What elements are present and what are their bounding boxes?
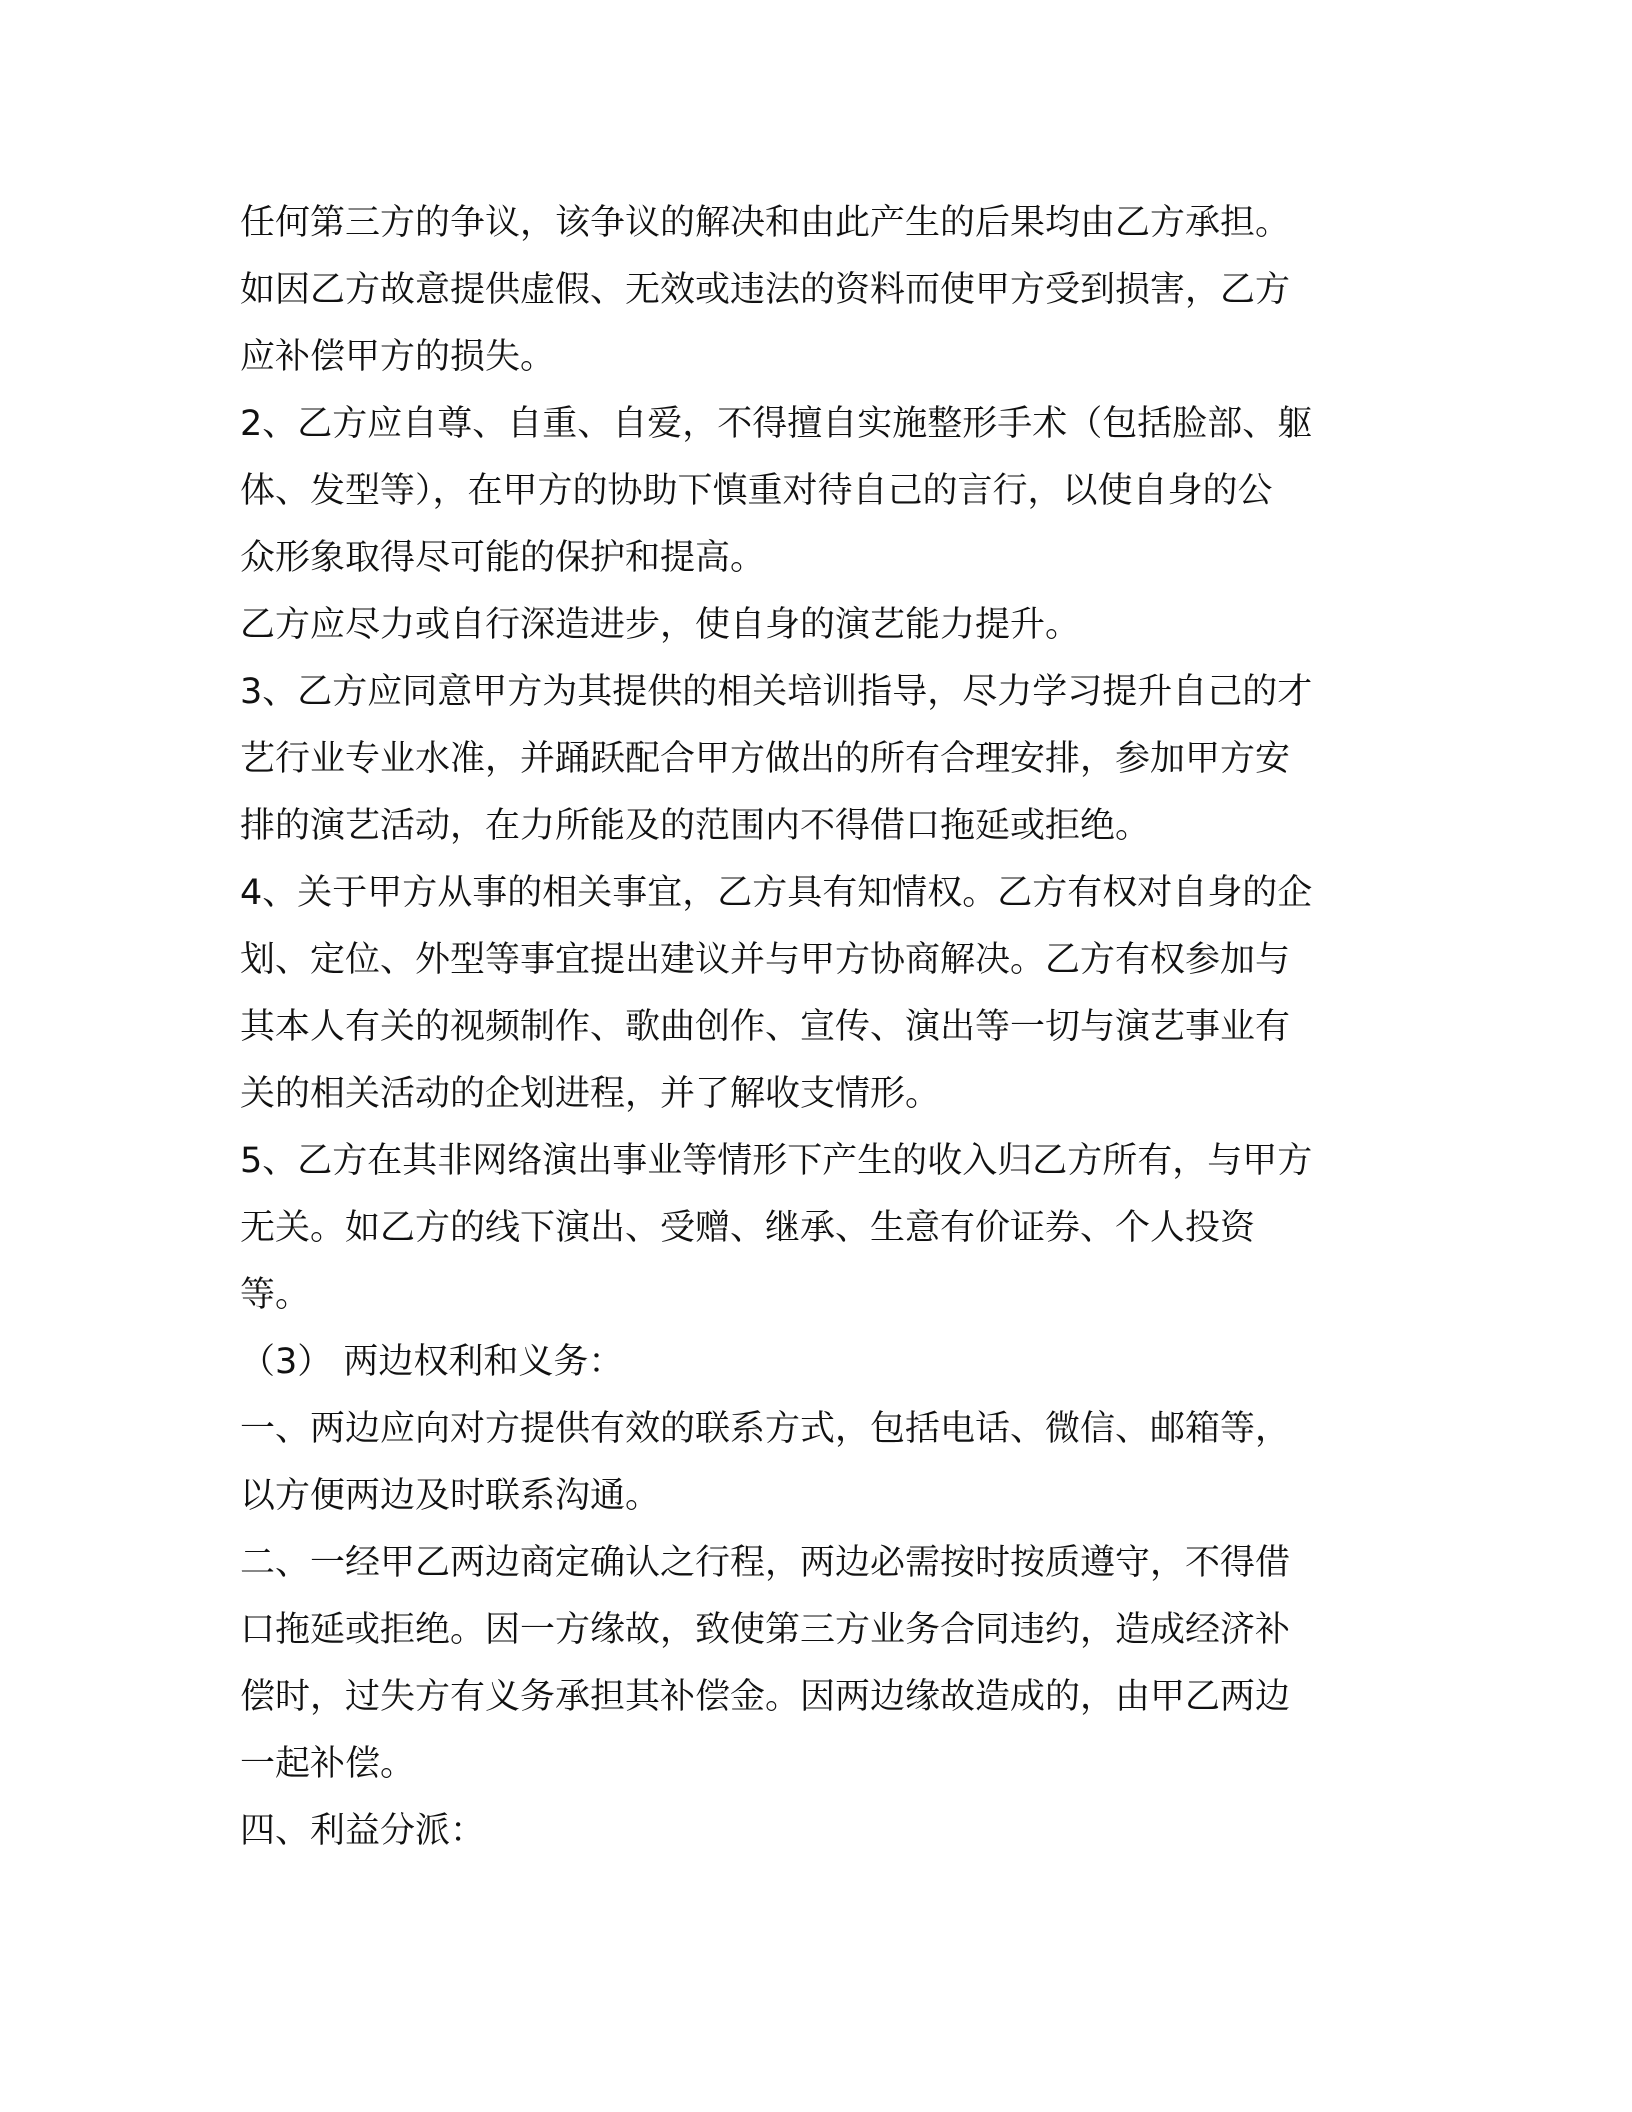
text-line: 其本人有关的视频制作、歌曲创作、宣传、演出等一切与演艺事业有 xyxy=(240,1007,1291,1047)
text-line: 一、两边应向对方提供有效的联系方式，包括电话、微信、邮箱等， xyxy=(240,1409,1291,1449)
text-line: 乙方应尽力或自行深造进步，使自身的演艺能力提升。 xyxy=(240,605,1081,645)
text-line: 口拖延或拒绝。因一方缘故，致使第三方业务合同违约，造成经济补 xyxy=(240,1610,1291,1650)
text-line: 以方便两边及时联系沟通。 xyxy=(240,1476,661,1516)
text-line: 艺行业专业水准，并踊跃配合甲方做出的所有合理安排，参加甲方安 xyxy=(240,739,1291,779)
text-line: 等。 xyxy=(240,1275,311,1315)
text-line: 划、定位、外型等事宜提出建议并与甲方协商解决。乙方有权参加与 xyxy=(240,940,1291,980)
text-line: 众形象取得尽可能的保护和提高。 xyxy=(240,538,766,578)
document-body xyxy=(240,190,1390,1865)
text-line: 排的演艺活动，在力所能及的范围内不得借口拖延或拒绝。 xyxy=(240,806,1151,846)
section-heading: 四、利益分派： xyxy=(240,1811,486,1851)
text-line: 无关。如乙方的线下演出、受赠、继承、生意有价证券、个人投资 xyxy=(240,1208,1256,1248)
text-line: 一起补偿。 xyxy=(240,1744,416,1784)
text-line: 2、乙方应自尊、自重、自爱，不得擅自实施整形手术（包括脸部、躯 xyxy=(240,404,1313,444)
text-line: 任何第三方的争议，该争议的解决和由此产生的后果均由乙方承担。 xyxy=(240,203,1291,243)
text-line: 如因乙方故意提供虚假、无效或违法的资料而使甲方受到损害，乙方 xyxy=(240,270,1291,310)
section-heading: （3） 两边权利和义务： xyxy=(240,1342,624,1382)
text-line: 应补偿甲方的损失。 xyxy=(240,337,556,377)
text-line: 二、一经甲乙两边商定确认之行程，两边必需按时按质遵守，不得借 xyxy=(240,1543,1291,1583)
text-line: 关的相关活动的企划进程，并了解收支情形。 xyxy=(240,1074,941,1114)
text-line: 5、乙方在其非网络演出事业等情形下产生的收入归乙方所有，与甲方 xyxy=(240,1141,1313,1181)
text-line: 3、乙方应同意甲方为其提供的相关培训指导，尽力学习提升自己的才 xyxy=(240,672,1313,712)
text-line: 偿时，过失方有义务承担其补偿金。因两边缘故造成的，由甲乙两边 xyxy=(240,1677,1291,1717)
text-line: 4、关于甲方从事的相关事宜，乙方具有知情权。乙方有权对自身的企 xyxy=(240,873,1313,913)
text-line: 体、发型等），在甲方的协助下慎重对待自己的言行，以使自身的公 xyxy=(240,471,1273,511)
